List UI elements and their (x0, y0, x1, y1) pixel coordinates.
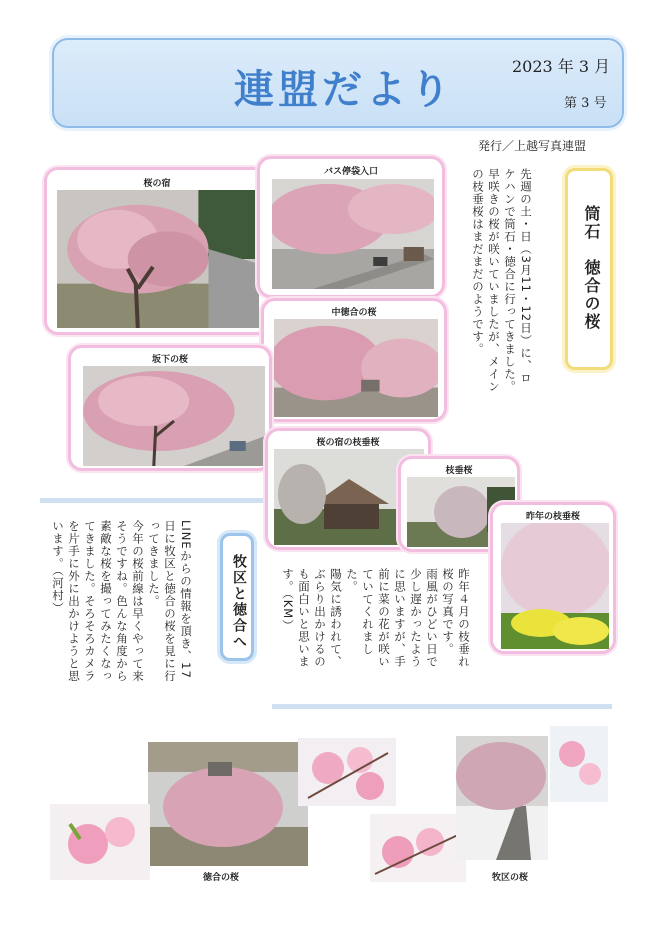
divider (272, 704, 612, 709)
section1-heading: 筒石 徳合の桜 (582, 205, 601, 331)
section1-text (470, 168, 534, 393)
photo-frame-sakashita (68, 345, 272, 471)
naka-tokuai-photo (274, 319, 438, 417)
issue-number: 第 3 号 (564, 96, 607, 111)
photo-frame-sakura-yado (44, 167, 270, 335)
section2-text (50, 520, 194, 690)
masthead (52, 38, 624, 128)
divider (40, 498, 272, 503)
section1-heading-box (565, 168, 613, 370)
publisher: 発行／上越写真連盟 (478, 139, 587, 153)
section2-heading-box (220, 533, 254, 661)
photo-caption: 昨年の枝垂桜 (525, 512, 580, 522)
photo-frame-naka-tokuai (261, 298, 447, 422)
section2-paragraph: 今年の桜前線は早くやって来そうですね。色んな角度から素敵な桜を撮ってみたくなってきました。そろそろカメラを片手に外に出かけようと思います。（河村） (51, 520, 145, 683)
tokuai-photo (148, 742, 308, 866)
bus-stop-photo (272, 179, 434, 289)
sakashita-photo (83, 366, 265, 466)
section3-paragraph: 昨年４月の枝垂れ桜の写真です。 (441, 568, 471, 668)
section2-heading: 牧区と徳合へ (231, 554, 247, 650)
section3-paragraph: 陽気に誘われて、ぶらり出かけるのも面白いと思います。（KM） (281, 568, 343, 668)
photo-caption: 牧区の桜 (492, 873, 529, 883)
photo-caption: 桜の宿 (143, 179, 171, 189)
blossom-closeup-photo (50, 804, 150, 880)
blossom-closeup-photo (298, 738, 396, 806)
section2-paragraph: LINEからの情報を頂き、17日に牧区と徳合の桜を見に行ってきました。 (147, 520, 193, 683)
section1-paragraph: 先週の土・日（3月11・12日）に、ロケハンで筒石・徳合に行ってきました。 (503, 168, 533, 393)
photo-caption: 枝垂桜 (445, 466, 473, 476)
cherry-tree-photo (57, 190, 259, 328)
issue-date: 2023 年 3 月 (512, 57, 611, 76)
section3-paragraph: 雨風がひどい日で少し遅かったように思いますが、手前に菜の花が咲いていてくれました。 (345, 568, 439, 668)
photo-caption: 徳合の桜 (203, 873, 240, 883)
blossom-closeup-photo (370, 814, 466, 882)
section1-paragraph: 早咲きの桜が咲いていましたが、メインの枝垂桜はまだまだのようです。 (471, 168, 501, 393)
makiku-photo (456, 736, 548, 860)
weeping-cherry-rapeseed-photo (501, 523, 609, 649)
photo-frame-bus-stop (257, 156, 445, 298)
photo-caption: 桜の宿の枝垂桜 (316, 438, 380, 448)
photo-frame-last-year (490, 502, 616, 654)
section3-text (280, 568, 472, 678)
photo-caption: 中徳合の桜 (331, 308, 377, 318)
newsletter-title: 連盟だより (234, 67, 454, 113)
photo-caption: バス停袋入口 (323, 167, 378, 177)
photo-caption: 坂下の桜 (151, 355, 188, 365)
blossom-closeup-photo (550, 726, 608, 802)
